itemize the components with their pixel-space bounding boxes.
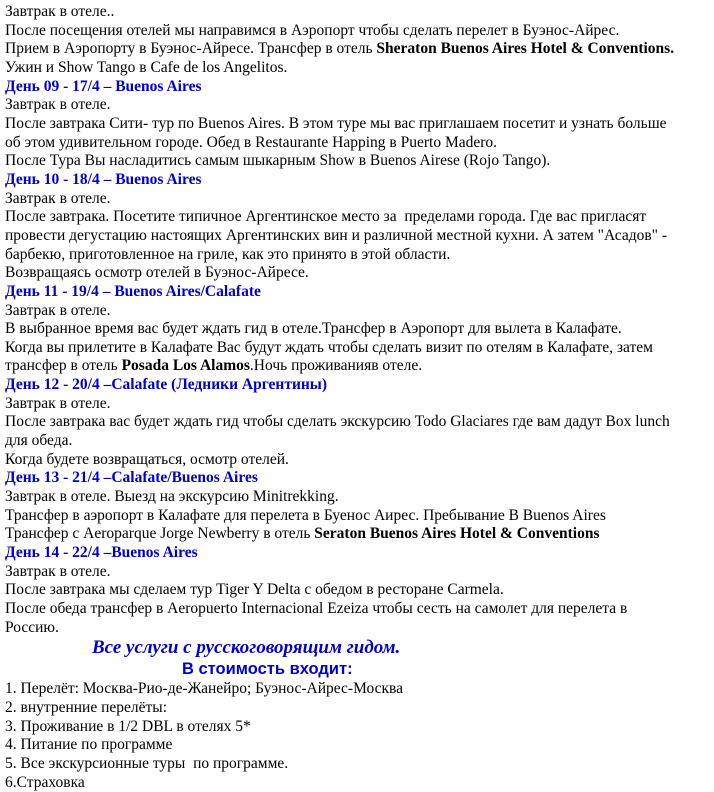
bold-text-segment: День 14 - 22/4 –Buenos Aires: [5, 544, 198, 562]
text-segment: Завтрак в отеле.: [5, 394, 111, 412]
text-segment: После завтрака вас будет ждать гид чтобы сделать экскурсию Todo Glaciares где вам дадут Box lunch: [5, 413, 670, 431]
text-segment: После Тура Вы насладитись самым шыкарным Show в Buenos Airese (Rojo Tango).: [5, 152, 551, 170]
text-segment: Трансфер в аэропорт в Калафате для перелета в Буенос Аирес. Пребывание В Buenos Aires: [5, 506, 606, 524]
text-segment: барбекю, приготовленное на гриле, как это принято в этой области.: [5, 245, 451, 263]
text-segment: Когда будете возвращаться, осмотр отелей.: [5, 450, 289, 468]
text-segment: Трансфер с Aeroparque Jorge Newberry в отель: [5, 525, 315, 543]
text-line: [5, 563, 710, 582]
text-segment: Возвращаясь осмотр отелей в Буэнос-Айресе.: [5, 264, 309, 282]
services-note: [92, 637, 710, 659]
day-heading: [5, 469, 710, 488]
text-segment: 2. внутренние перелёты:: [5, 698, 168, 716]
text-line: [5, 581, 710, 600]
text-line: [5, 115, 710, 134]
text-segment: Завтрак в отеле.: [5, 562, 111, 580]
text-line: [5, 40, 710, 59]
text-line: [5, 413, 710, 432]
list-item: [5, 680, 710, 699]
text-line: [5, 488, 710, 507]
text-line: [5, 227, 710, 246]
text-segment: Ужин и Show Tango в Cafe de los Angelitos.: [5, 58, 288, 76]
text-segment: 5. Все экскурсионные туры по программе.: [5, 754, 289, 772]
text-line: [5, 525, 710, 544]
text-line: [5, 619, 710, 638]
text-segment: Завтрак в отеле..: [5, 3, 115, 20]
list-item: [5, 736, 710, 755]
text-line: [5, 320, 710, 339]
text-line: [5, 395, 710, 414]
bold-text-segment: Posada Los Alamos: [121, 357, 250, 375]
text-line: [5, 302, 710, 321]
text-line: [5, 152, 710, 171]
text-line: [5, 190, 710, 209]
text-segment: об этом удивительном городе. Обед в Restaurante Happing в Puerto Madero.: [5, 133, 498, 151]
text-line: [5, 22, 710, 41]
text-line: [5, 264, 710, 283]
text-line: [5, 432, 710, 451]
text-line: [5, 208, 710, 227]
text-line: [5, 507, 710, 526]
cost-heading: [182, 659, 710, 680]
bold-text-segment: Sheraton Buenos Aires Hotel & Conventions.: [376, 40, 675, 58]
day-heading: [5, 283, 710, 302]
list-item: [5, 774, 710, 792]
text-line: [5, 96, 710, 115]
bold-text-segment: День 13 - 21/4 –Calafate/Buenos Aires: [5, 469, 258, 487]
text-segment: Когда вы прилетите в Калафате Вас будут ждать чтобы сделать визит по отелям в Калафате, затем: [5, 338, 653, 356]
list-item: [5, 718, 710, 737]
text-segment: Завтрак в отеле.: [5, 96, 111, 114]
text-line: [5, 134, 710, 153]
text-line: [5, 339, 710, 358]
bold-text-segment: День 12 - 20/4 –Calafate (Ледники Аргентины): [5, 376, 328, 394]
day-heading: [5, 171, 710, 190]
text-segment: провести дегустацию настоящих Аргентинских вин и различной местной кухни. А затем "Асадов" -: [5, 226, 668, 244]
text-line: [5, 3, 710, 22]
text-line: [5, 246, 710, 265]
text-segment: После обеда трансфер в Aeropuerto Internacional Ezeiza чтобы сесть на самолет для перелета в: [5, 600, 628, 617]
bold-text-segment: В стоимость входит:: [182, 660, 353, 679]
text-line: [5, 451, 710, 470]
text-segment: После завтрака Сити- тур по Buenos Aires. В этом туре мы вас приглашаем посетит и узнать больше: [5, 114, 667, 132]
text-segment: для обеда.: [5, 432, 73, 450]
bold-text-segment: Seraton Buenos Aires Hotel & Conventions: [314, 525, 600, 543]
text-segment: Прием в Аэропорту в Буэнос-Айресе. Трансфер в отель: [5, 40, 377, 58]
bold-text-segment: День 10 - 18/4 – Buenos Aires: [5, 170, 202, 188]
text-line: [5, 59, 710, 78]
list-item: [5, 755, 710, 774]
text-segment: 3. Проживание в 1/2 DBL в отелях 5*: [5, 717, 251, 735]
day-heading: [5, 376, 710, 395]
text-segment: 4. Питание по программе: [5, 736, 173, 754]
list-item: [5, 699, 710, 718]
text-segment: .Ночь проживанияв отеле.: [249, 357, 423, 375]
text-segment: трансфер в отель: [5, 357, 122, 375]
bold-text-segment: День 11 - 19/4 – Buenos Aires/Calafate: [5, 282, 261, 300]
text-segment: Россию.: [5, 618, 59, 636]
bold-text-segment: День 09 - 17/4 – Buenos Aires: [5, 77, 202, 95]
text-line: [5, 600, 710, 619]
text-segment: Завтрак в отеле.: [5, 189, 111, 207]
text-segment: 1. Перелёт: Москва-Рио-де-Жанейро; Буэнос-Айрес-Москва: [5, 680, 404, 698]
text-segment: Завтрак в отеле.: [5, 301, 111, 319]
text-segment: После завтрака. Посетите типичное Аргентинское место за пределами города. Где вас пригласят: [5, 208, 647, 226]
day-heading: [5, 78, 710, 97]
text-segment: В выбранное время вас будет ждать гид в отеле.Трансфер в Аэропорт для вылета в Калафате.: [5, 320, 622, 338]
text-segment: Завтрак в отеле. Выезд на экскурсию Minitrekking.: [5, 488, 339, 506]
text-segment: После посещения отелей мы направимся в Аэропорт чтобы сделать перелет в Буэнос-Айрес.: [5, 21, 620, 39]
text-line: [5, 357, 710, 376]
document-body: [5, 3, 710, 792]
text-segment: 6.Страховка: [5, 773, 85, 791]
day-heading: [5, 544, 710, 563]
bold-text-segment: Все услуги с русскоговорящим гидом.: [92, 637, 401, 659]
text-segment: После завтрака мы сделаем тур Tiger Y Delta с обедом в ресторане Carmela.: [5, 581, 504, 599]
